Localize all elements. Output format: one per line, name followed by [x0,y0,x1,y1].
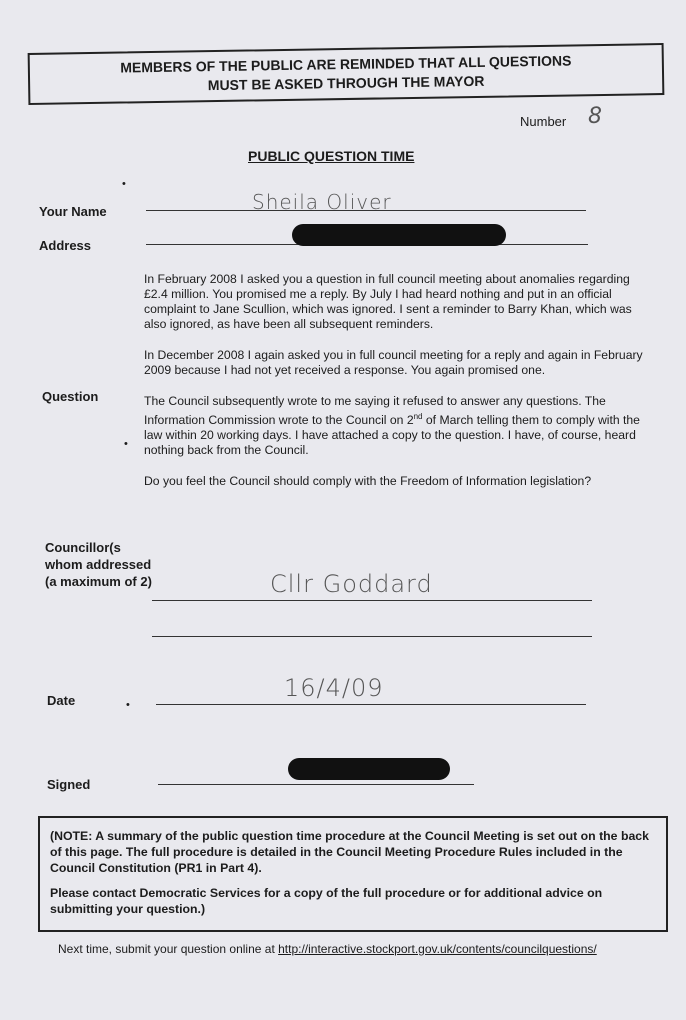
number-label: Number [520,114,567,129]
date-label: Date [47,693,76,708]
footer-link[interactable]: http://interactive.stockport.gov.uk/contents/councilquestions/ [278,942,597,956]
councillor-handwritten: Cllr Goddard [270,570,433,598]
councillor-label-line-3: (a maximum of 2) [45,574,152,589]
address-label: Address [39,238,92,253]
footer-text: Next time, submit your question online at [58,942,279,956]
number-handwritten: 8 [588,104,602,129]
councillor-line-1 [152,600,592,601]
question-body [144,272,654,505]
date-line [156,704,586,705]
question-label: Question [42,389,99,404]
header-line-2: MUST BE ASKED THROUGH THE MAYOR [207,72,485,94]
reminder-header-box [28,43,665,105]
signed-label: Signed [47,777,91,792]
signature-redaction [288,758,450,780]
note-box [38,816,668,932]
question-paragraph-4: Do you feel the Council should comply with the Freedom of Information legislation? [144,474,592,489]
dot-mark: • [124,438,128,450]
form-title: PUBLIC QUESTION TIME [248,148,415,164]
address-redaction [292,224,506,246]
councillor-label-line-2: whom addressed [45,557,152,572]
name-label: Your Name [39,204,107,219]
question-paragraph-3b: of March telling them to comply with the law within 20 working days. I have attached a copy to the question. I have, of course, heard nothing back from the Council. [144,413,640,458]
name-line [146,210,586,211]
councillor-label-line-1: Councillor(s [45,540,121,555]
dot-mark: • [122,178,126,190]
question-paragraph-1: In February 2008 I asked you a question in full council meeting about anomalies regarding £2.4 million. You promised me a reply. By July I had heard nothing and put in an official complaint to Jane Scullion, which was ignored. I sent a reminder to Barry Khan, which was also ignored, as have been all subsequent reminders. [144,272,632,331]
date-handwritten: 16/4/09 [284,674,384,702]
footer [58,942,597,956]
question-paragraph-3 [144,394,654,458]
ordinal-suffix: nd [413,412,423,421]
header-line-1: MEMBERS OF THE PUBLIC ARE REMINDED THAT ALL QUESTIONS [120,52,572,76]
dot-mark: • [126,699,130,711]
name-handwritten: Sheila Oliver [252,190,392,214]
note-paragraph-2: Please contact Democratic Services for a copy of the full procedure or for additional advice on submitting your question.) [50,886,603,916]
councillor-line-2 [152,636,592,637]
question-paragraph-3a: The Council subsequently wrote to me saying it refused to answer any questions. The Information Commission wrote to the Council on 2 [144,394,606,428]
question-paragraph-2: In December 2008 I again asked you in full council meeting for a reply and again in February 2009 because I had not yet received a response. You again promised one. [144,348,643,377]
signed-line [158,784,474,785]
note-paragraph-1: (NOTE: A summary of the public question time procedure at the Council Meeting is set out on the back of this page. The full procedure is detailed in the Council Meeting Procedure Rules included in the Council Constitution (PR1 in Part 4). [50,829,649,875]
